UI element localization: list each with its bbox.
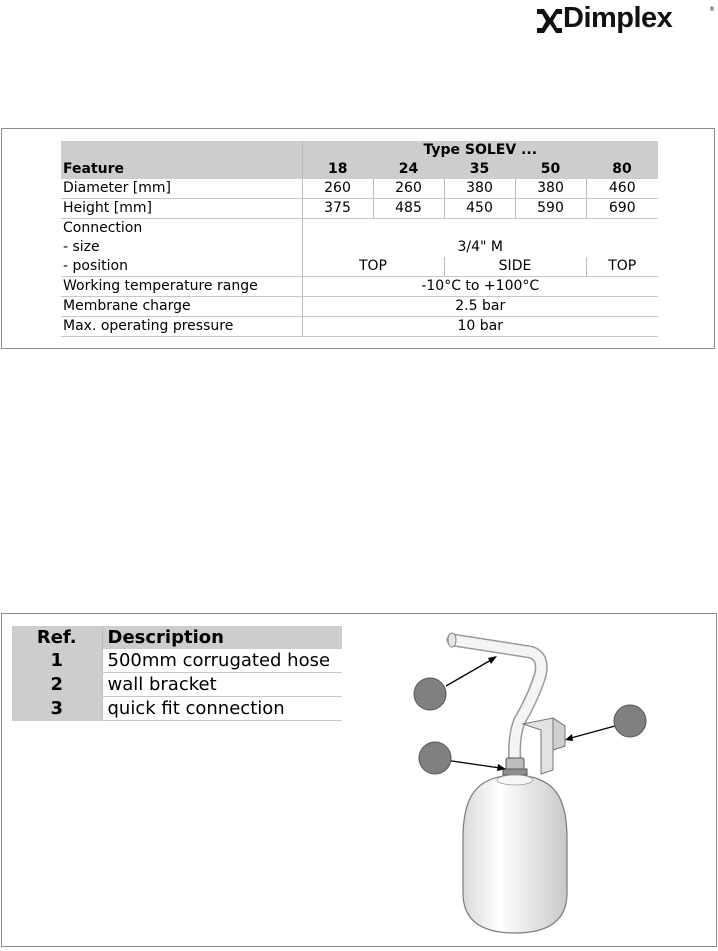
brand-name: Dimplex <box>563 2 673 34</box>
parts-row <box>12 649 342 673</box>
callout-1 <box>414 678 446 710</box>
callout-leader <box>571 726 615 738</box>
quick-fit-nut <box>503 769 527 775</box>
wall-bracket-plate <box>553 718 565 750</box>
registered-mark: ® <box>709 6 715 13</box>
parts-table <box>12 626 342 721</box>
connection-row <box>61 219 658 239</box>
membrane-row <box>61 297 658 317</box>
ref-number: 2 <box>12 673 102 697</box>
arrow-head-icon <box>565 734 573 741</box>
parts-row <box>12 697 342 721</box>
diameter-value: 260 <box>302 179 373 199</box>
parts-header-row <box>12 626 342 649</box>
height-row <box>61 199 658 219</box>
dimplex-mark-icon <box>535 6 563 36</box>
pressure-label: Max. operating pressure <box>61 317 302 337</box>
ref-number: 3 <box>12 697 102 721</box>
part-description: 500mm corrugated hose <box>102 649 342 673</box>
size-value: 3/4" M <box>302 238 658 257</box>
parts-row <box>12 673 342 697</box>
model-18: 18 <box>302 160 373 179</box>
height-value: 485 <box>373 199 444 219</box>
connection-label: Connection <box>63 220 143 236</box>
ref-header: Ref. <box>12 626 102 649</box>
diameter-value: 460 <box>586 179 658 199</box>
position-top: TOP <box>586 257 658 277</box>
membrane-value: 2.5 bar <box>302 297 658 317</box>
part-description: quick fit connection <box>102 697 342 721</box>
position-side: SIDE <box>444 257 586 277</box>
vessel-top <box>497 775 533 785</box>
callout-leader <box>446 660 491 686</box>
temperature-row <box>61 277 658 297</box>
description-header: Description <box>102 626 342 649</box>
hose-end <box>448 633 456 647</box>
temperature-label: Working temperature range <box>61 277 302 297</box>
diameter-value: 380 <box>515 179 586 199</box>
size-row <box>61 238 658 257</box>
type-title: Type SOLEV ... <box>302 141 658 160</box>
callout-2 <box>614 705 646 737</box>
temperature-value: -10°C to +100°C <box>302 277 658 297</box>
size-label: - size <box>63 239 100 255</box>
height-value: 590 <box>515 199 586 219</box>
height-label: Height [mm] <box>61 199 302 219</box>
height-value: 450 <box>444 199 515 219</box>
feature-header: Feature <box>61 160 302 179</box>
position-top: TOP <box>302 257 444 277</box>
callout-3 <box>419 742 451 774</box>
diameter-value: 380 <box>444 179 515 199</box>
model-35: 35 <box>444 160 515 179</box>
spec-table <box>61 141 658 337</box>
vessel-body <box>463 775 567 933</box>
position-row <box>61 257 658 277</box>
callout-leader <box>445 760 500 768</box>
model-80: 80 <box>586 160 658 179</box>
spec-model-row <box>61 160 658 179</box>
height-value: 375 <box>302 199 373 219</box>
model-50: 50 <box>515 160 586 179</box>
height-value: 690 <box>586 199 658 219</box>
arrow-head-icon <box>488 656 497 664</box>
spec-header-row <box>61 141 658 160</box>
position-label: - position <box>61 257 302 277</box>
diameter-value: 260 <box>373 179 444 199</box>
dimplex-logo <box>535 4 715 38</box>
membrane-label: Membrane charge <box>61 297 302 317</box>
part-description: wall bracket <box>102 673 342 697</box>
diameter-row <box>61 179 658 199</box>
corrugated-hose <box>453 640 541 763</box>
model-24: 24 <box>373 160 444 179</box>
ref-number: 1 <box>12 649 102 673</box>
expansion-vessel-illustration <box>405 628 655 943</box>
diameter-label: Diameter [mm] <box>61 179 302 199</box>
pressure-value: 10 bar <box>302 317 658 337</box>
pressure-row <box>61 317 658 337</box>
